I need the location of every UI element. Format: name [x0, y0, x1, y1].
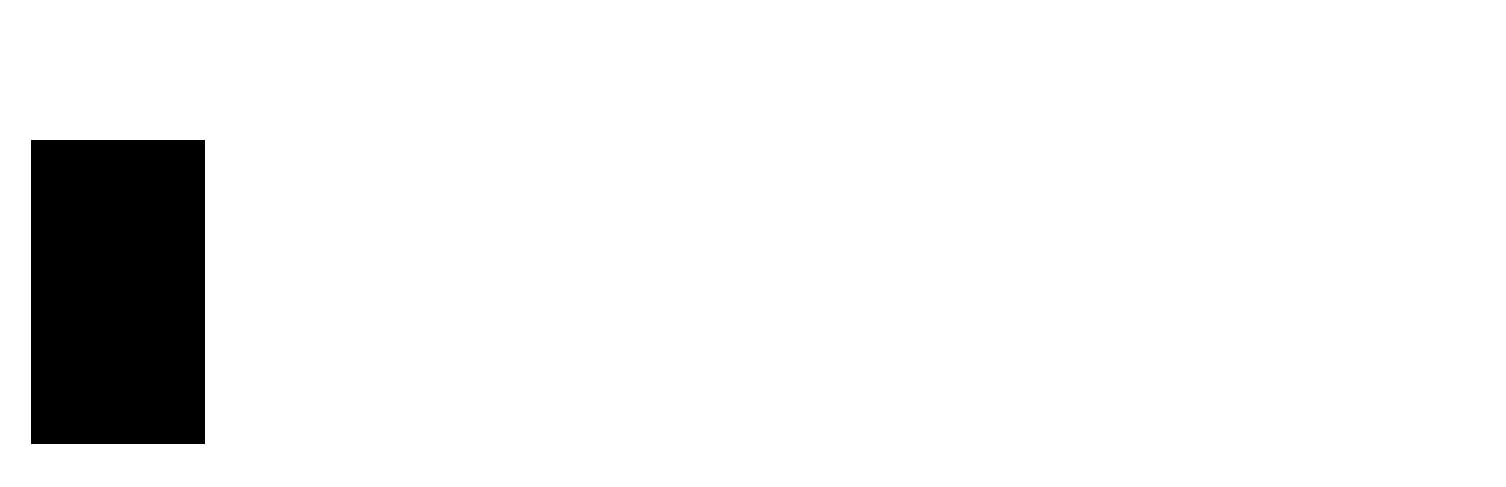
redacted-names-block: [31, 140, 205, 444]
